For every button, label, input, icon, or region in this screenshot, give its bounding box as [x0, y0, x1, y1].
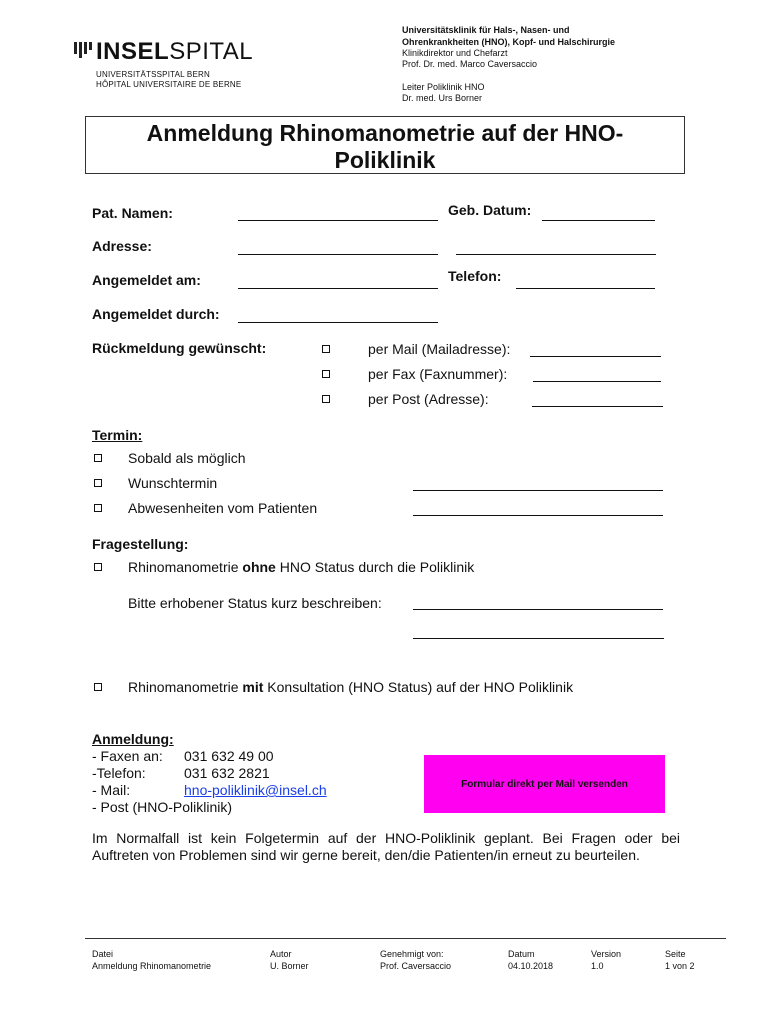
appointment-preferred-label: Wunschtermin [128, 475, 218, 491]
feedback-mail-label: per Mail (Mailadresse): [368, 341, 511, 357]
poliklinik-head-title: Leiter Poliklinik HNO [402, 82, 485, 92]
appointment-asap-checkbox[interactable] [94, 454, 102, 462]
footer-author-value: U. Borner [270, 961, 309, 971]
footer-page-label: Seite [665, 949, 686, 959]
feedback-mail-field[interactable] [530, 356, 661, 357]
logo-name: INSELSPITAL [96, 38, 254, 65]
clinic-name-line2: Ohrenkrankheiten (HNO), Kopf- und Halschirurgie [402, 37, 616, 47]
title-box [85, 116, 685, 174]
appointment-preferred-checkbox[interactable] [94, 479, 102, 487]
page-title [86, 117, 684, 174]
footer-file-label: Datei [92, 949, 114, 959]
footer-approved-label: Genehmigt von: [380, 949, 444, 959]
patient-name-label: Pat. Namen: [92, 205, 173, 221]
address-field-2[interactable] [456, 254, 656, 255]
status-description-field-1[interactable] [413, 609, 663, 610]
poliklinik-head-name: Dr. med. Urs Borner [402, 93, 483, 103]
feedback-label: Rückmeldung gewünscht: [92, 340, 267, 356]
page-title-line2: Poliklinik [334, 147, 436, 173]
footer-approved-value: Prof. Caversaccio [380, 961, 452, 971]
footer-date-label: Datum [508, 949, 535, 959]
page-title-line1: Anmeldung Rhinomanometrie auf der HNO- [146, 120, 624, 146]
appointment-preferred-field[interactable] [413, 490, 663, 491]
birthdate-label: Geb. Datum: [448, 202, 532, 218]
inselspital-logo [74, 38, 254, 92]
info-paragraph: Im Normalfall ist kein Folgetermin auf der HNO-Poliklinik geplant. Bei Fragen oder bei Auftreten von Problemen sind wir gerne bereit, den/die Patienten/in erneut zu beurteilen. [92, 830, 680, 863]
registered-on-field[interactable] [238, 288, 438, 289]
phone-label: Telefon: [448, 268, 502, 284]
appointment-absences-checkbox[interactable] [94, 504, 102, 512]
mail-link[interactable]: hno-poliklinik@insel.ch [184, 782, 327, 798]
patient-name-field[interactable] [238, 220, 438, 221]
question-with-consultation-checkbox[interactable] [94, 683, 102, 691]
status-description-label: Bitte erhobener Status kurz beschreiben: [128, 595, 382, 611]
appointment-absences-field[interactable] [413, 515, 663, 516]
question-without-status-label: Rhinomanometrie ohne HNO Status durch die Poliklinik [128, 559, 475, 575]
fax-number: 031 632 49 00 [184, 748, 274, 764]
appointment-label: Termin: [92, 427, 143, 443]
birthdate-field[interactable] [542, 220, 655, 221]
logo-sub-de: UNIVERSITÄTSSPITAL BERN [96, 70, 210, 79]
registered-by-label: Angemeldet durch: [92, 306, 220, 322]
footer-date-value: 04.10.2018 [508, 961, 554, 971]
telephone-label: -Telefon: [92, 765, 146, 781]
question-with-consultation-label: Rhinomanometrie mit Konsultation (HNO Status) auf der HNO Poliklinik [128, 679, 574, 695]
feedback-mail-checkbox[interactable] [322, 345, 330, 353]
address-label: Adresse: [92, 238, 152, 254]
feedback-post-checkbox[interactable] [322, 395, 330, 403]
footer-version-value: 1.0 [591, 961, 604, 971]
logo-sub-fr: HÔPITAL UNIVERSITAIRE DE BERNE [96, 80, 242, 89]
footer-version-label: Version [591, 949, 622, 959]
clinic-name-line1: Universitätsklinik für Hals-, Nasen- und [402, 25, 570, 35]
footer-page-value: 1 von 2 [665, 961, 695, 971]
footer-author-label: Autor [270, 949, 292, 959]
feedback-post-label: per Post (Adresse): [368, 391, 489, 407]
post-label: - Post (HNO-Poliklinik) [92, 799, 233, 815]
feedback-fax-field[interactable] [533, 381, 661, 382]
appointment-asap-label: Sobald als möglich [128, 450, 246, 466]
status-description-field-2[interactable] [413, 638, 664, 639]
feedback-fax-checkbox[interactable] [322, 370, 330, 378]
question-without-status-checkbox[interactable] [94, 563, 102, 571]
address-field-1[interactable] [238, 254, 438, 255]
fax-label: - Faxen an: [92, 748, 163, 764]
question-label: Fragestellung: [92, 536, 189, 552]
appointment-absences-label: Abwesenheiten vom Patienten [128, 500, 318, 516]
send-by-mail-button[interactable]: Formular direkt per Mail versenden [424, 755, 665, 813]
mail-label: - Mail: [92, 782, 131, 798]
feedback-post-field[interactable] [532, 406, 663, 407]
footer-file-value: Anmeldung Rhinomanometrie [92, 961, 212, 971]
clinic-director-title: Klinikdirektor und Chefarzt [402, 48, 508, 58]
footer-divider [85, 938, 726, 939]
logo-mark-icon [74, 40, 94, 64]
clinic-director-name: Prof. Dr. med. Marco Caversaccio [402, 59, 538, 69]
registration-label: Anmeldung: [92, 731, 174, 747]
phone-field[interactable] [516, 288, 655, 289]
registered-by-field[interactable] [238, 322, 438, 323]
feedback-fax-label: per Fax (Faxnummer): [368, 366, 508, 382]
telephone-number: 031 632 2821 [184, 765, 270, 781]
registered-on-label: Angemeldet am: [92, 272, 201, 288]
